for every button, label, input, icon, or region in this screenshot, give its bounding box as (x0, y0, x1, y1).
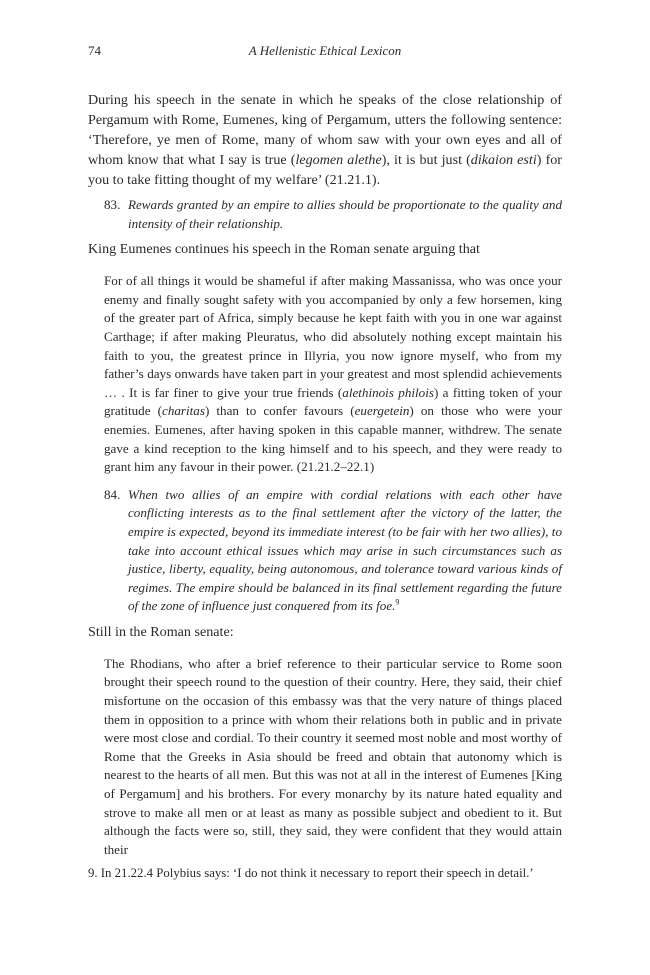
term-dikaion-esti: dikaion esti (470, 152, 537, 168)
rule-number: 83. (104, 197, 121, 212)
block-quote-eumenes: For of all things it would be shameful if after making Massanissa, who was once your enemy and finally sought safety with you accompanied by only a few horsemen, king of the greater part of Africa, simply because he kept faith with you in one war against Carthage; if after making Pleuratus, who did absolutely nothing except maintain his faith to you, the greatest prince in Illyria, you now ignore myself, who from my father’s days onwards have taken part in your greatest and most splendid achievements … . It is far finer to give your true friends (alethinois philois) a fitting token of your gratitude (charitas) than to confer favours (euergetein) on those who were your enemies. Eumenes, after having spoken in this capable manner, withdrew. The senate gave a kind reception to the king himself and to his speech, and they were ready to grant him any favour in their power. (21.21.2–22.1) (104, 273, 563, 475)
page-number: 74 (88, 43, 101, 58)
rule-number: 84. (104, 486, 121, 502)
footnote-ref[interactable]: 9 (395, 597, 400, 607)
term-euergetein: euergetein (354, 403, 410, 419)
running-title: A Hellenistic Ethical Lexicon (248, 43, 402, 58)
lead-in-text: King Eumenes continues his speech in the Roman senate arguing that (88, 241, 480, 258)
page-header (88, 43, 562, 63)
term-charitas: charitas (162, 403, 205, 419)
rule-text: Rewards granted by an empire to allies should be proportionate to the quality and intensity of their relationship. (128, 197, 562, 231)
term-alethinois-philois: alethinois philois (342, 384, 434, 400)
rule-84 (104, 486, 562, 616)
rule-text: When two allies of an empire with cordial relations with each other have conflicting interests as to the final settlement after the victory of the latter, the empire is expected, beyond its immediate interest (to be fair with her two allies), to take into account ethical issues which may arise in such circumstances such as justice, liberty, equality, being autonomous, and tolerance toward various kinds of regimes. The empire should be balanced in its final settlement regarding the future of the zone of influence just conquered from its foe.$^9$ (128, 486, 562, 614)
rule-83 (104, 196, 562, 233)
term-legomen-alethe: legomen alethe (295, 152, 382, 168)
footnote: 9. In 21.22.4 Polybius says: ‘I do not think it necessary to report their speech in detail.’ (88, 866, 534, 880)
paragraph-eumenes-intro: During his speech in the senate in which he speaks of the close relationship of Pergamum with Rome, Eumenes, king of Pergamum, utters the following sentence: ‘Therefore, ye men of Rome, many of whom saw with your own eyes and all of whom know that what I say is true (legomen alethe), it is but just (dikaion esti) for you to take fitting thought of my welfare’ (21.21.1). (88, 92, 562, 188)
lead-in-text: Still in the Roman senate: (88, 623, 234, 640)
block-quote-rhodians: The Rhodians, who after a brief reference to their particular service to Rome soon brought their speech round to the question of their country. Here, they said, their chief misfortune on the occasion of this embassy was that the very nature of things placed them in opposition to a prince with whom their relations both in public and in private were most close and cordial. To their country it seemed most noble and most worthy of Rome that the Greeks in Asia should be freed and obtain that autonomy which is nearest to the hearts of all men. But this was not at all in the interest of Eumenes [King of Pergamum] and his brothers. For every monarchy by its nature hated equality and strove to make all men or at least as many as possible subject and obedient to it. But although the facts were so, still, they said, they were confident that they would attain their (104, 655, 562, 857)
main-text (88, 90, 562, 859)
